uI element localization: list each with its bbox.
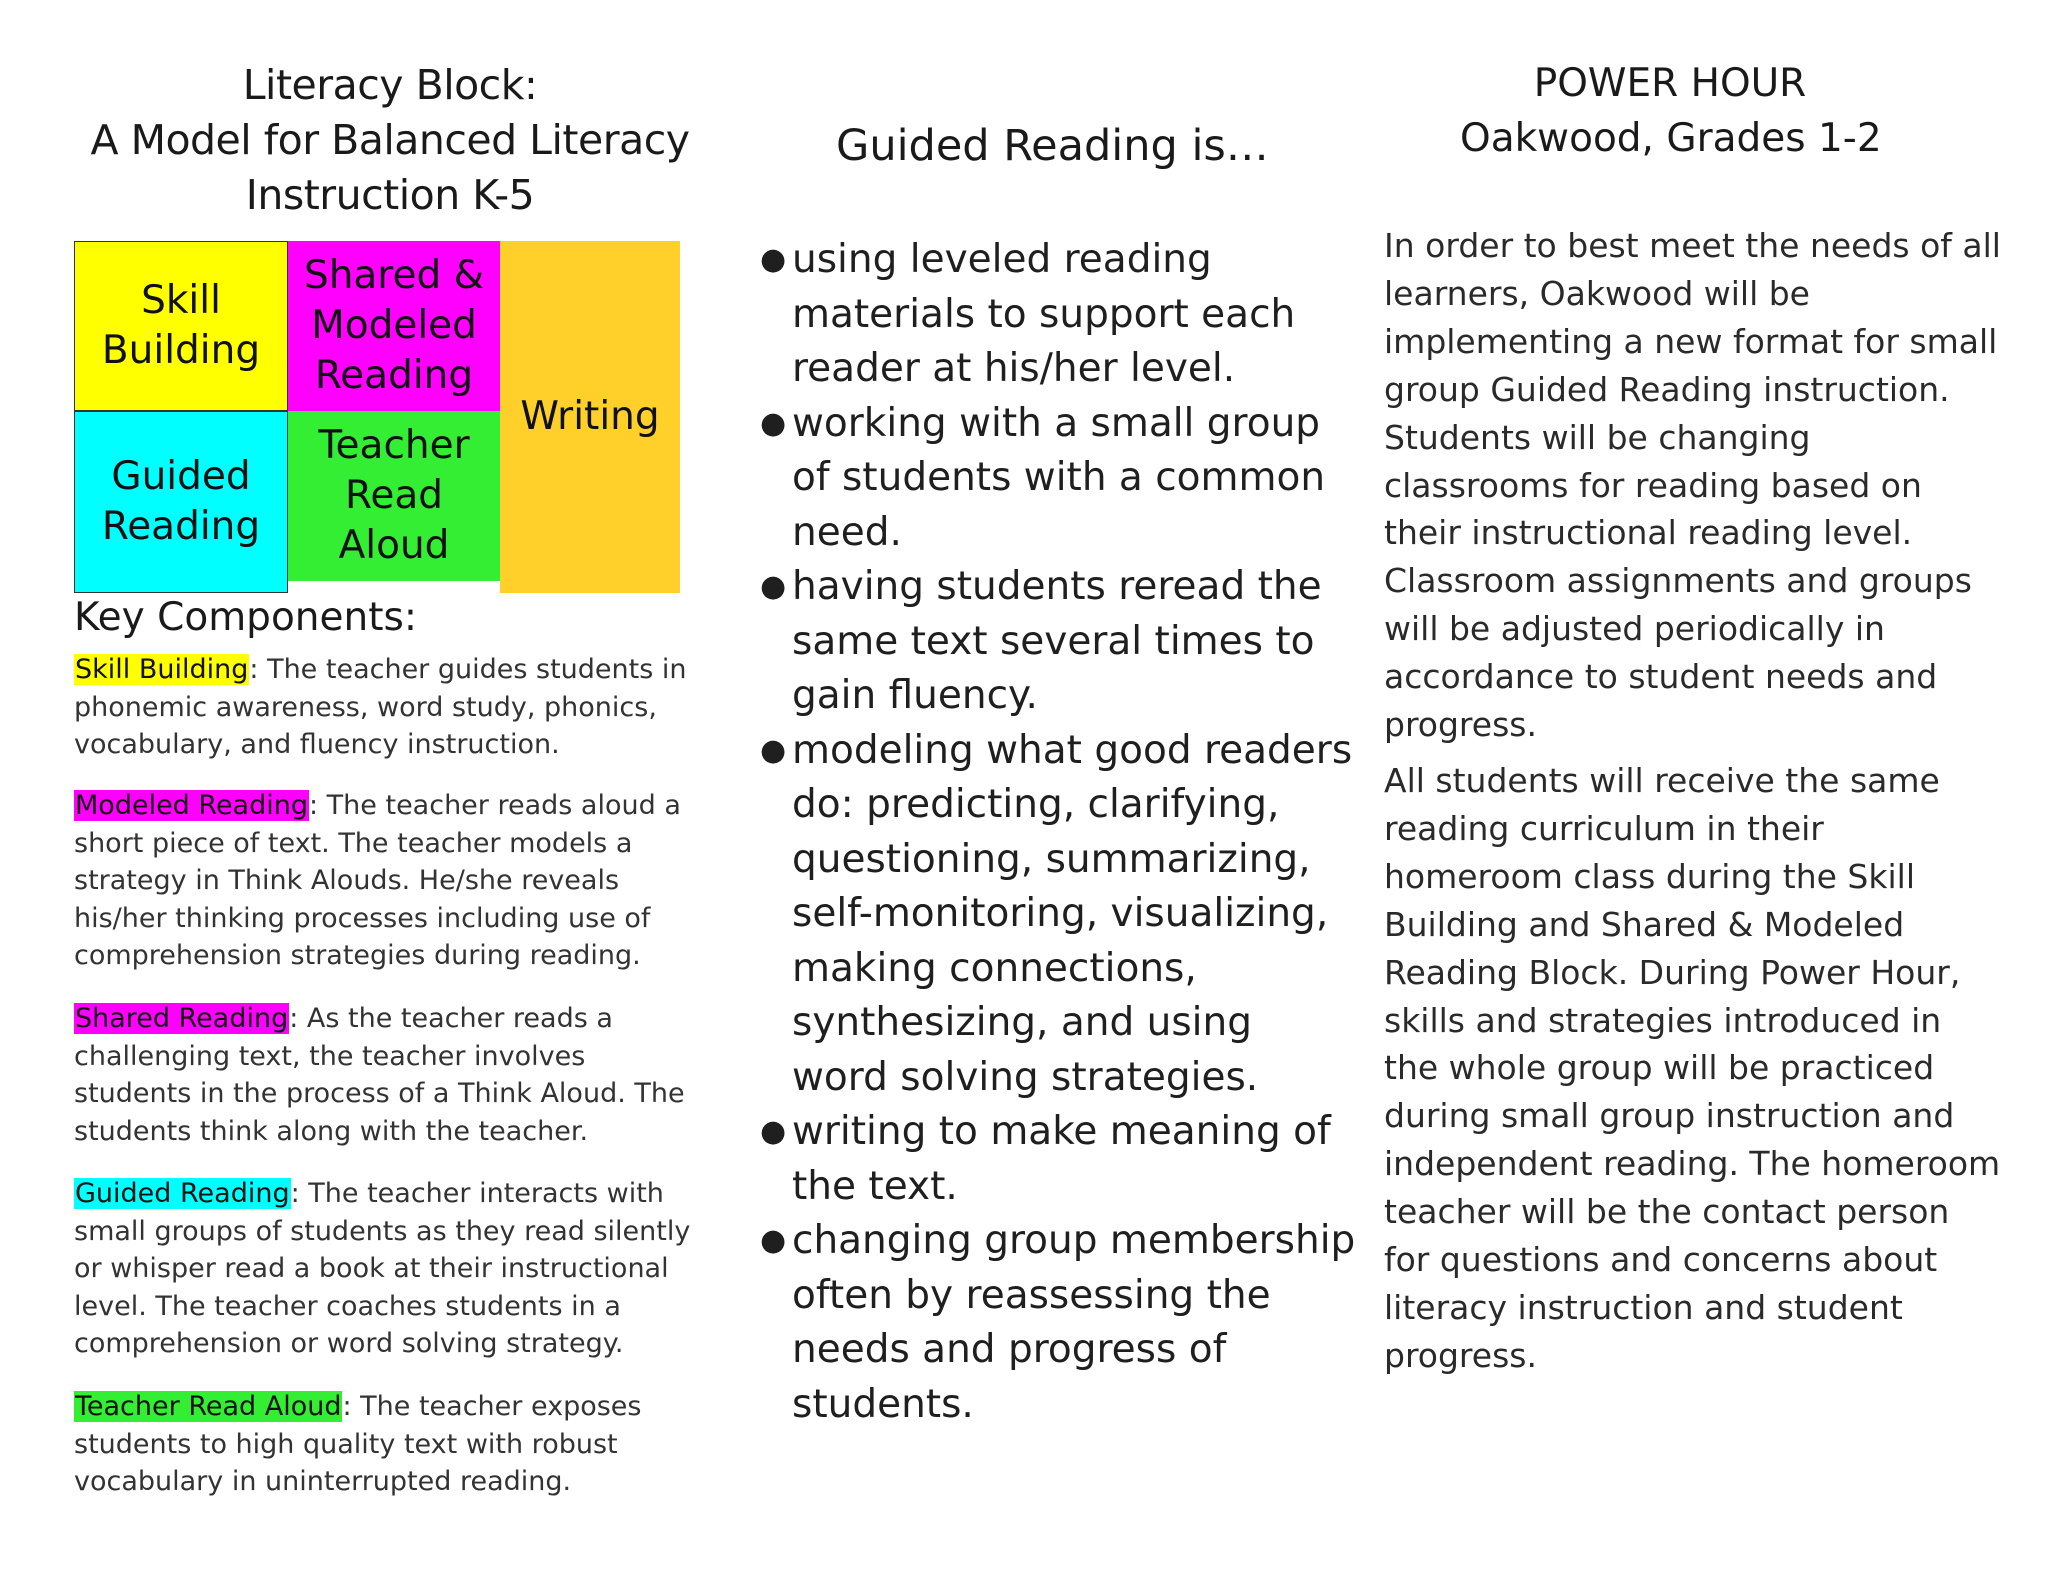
title-line: Instruction K-5 [245,171,535,219]
list-item [760,233,1360,397]
list-item [760,397,1360,561]
list-item-text: working with a small group of students with a common need. [792,400,1326,555]
component-term: Guided Reading [75,1178,290,1209]
bullet-icon: ● [760,242,787,277]
list-item [760,1214,1360,1432]
guided-reading-list [760,233,1360,1432]
component-skill-building [74,651,704,764]
title-line: POWER HOUR [1533,61,1807,106]
list-item [760,724,1360,1106]
component-teacher-read-aloud [74,1388,704,1501]
component-term: Shared Reading [75,1003,289,1034]
list-item-text: writing to make meaning of the text. [792,1109,1331,1209]
power-hour-paragraph: All students will receive the same reading curriculum in their homeroom class during the Skill Building and Shared & Modeled Reading Block. During Power Hour, skills and strategies introduced in the whole group will be practiced during small group instruction and independent reading. The homeroom teacher will be the contact person for questions and concerns about literacy instruction and student progress. [1384,761,2001,1375]
component-description: : The teacher exposes students to high quality text with robust vocabulary in uninterrupted reading. [74,1391,642,1497]
component-description: : The teacher interacts with small groups of students as they read silently or whisper read a book at their instructional level. The teacher coaches students in a comprehension or word solving strategy. [74,1178,691,1359]
component-description: : The teacher guides students in phonemic awareness, word study, phonics, vocabulary, and fluency instruction. [74,654,687,760]
cell-label: Skill [141,278,221,323]
bullet-icon: ● [760,732,787,768]
bullet-icon: ● [760,1114,787,1149]
component-term: Teacher Read Aloud [75,1391,342,1422]
grid-cell-guided-reading [74,411,288,593]
component-description: : The teacher reads aloud a short piece of text. The teacher models a strategy in Think Alouds. He/she reveals his/her thinking processes including use of comprehension strategies during reading. [74,790,681,971]
list-item-text: modeling what good readers do: predicting, clarifying, questioning, summarizing, self-monitoring, visualizing, making connections, synthesizing, and using word solving strategies. [792,727,1353,1100]
cell-label: Teacher [318,423,470,468]
grid-cell-skill-building [74,241,288,411]
title-line: Oakwood, Grades 1-2 [1460,116,1882,161]
cell-label: Reading [314,353,474,398]
bullet-icon: ● [760,1223,787,1258]
cell-label: Reading [101,504,261,549]
cell-label: Shared & [303,253,485,298]
title-line: A Model for Balanced Literacy [90,116,690,164]
literacy-block-title [60,58,720,223]
power-hour-title [1460,56,1880,166]
list-item-text: using leveled reading materials to support each reader at his/her level. [792,237,1296,391]
component-description: : As the teacher reads a challenging text, the teacher involves students in the process of a Think Aloud. The students think along with the teacher. [74,1003,685,1147]
key-components-heading: Key Components: [74,595,417,640]
grid-cell-shared-modeled-reading [288,241,500,411]
literacy-block-grid [74,241,680,593]
component-modeled-reading [74,787,704,975]
cell-label: Writing [520,394,660,439]
cell-label: Read Aloud [338,473,450,568]
list-item-text: having students reread the same text several times to gain fluency. [792,564,1322,718]
component-term: Skill Building [75,654,249,685]
component-shared-reading [74,1000,704,1150]
title-line: Literacy Block: [242,61,538,109]
grid-cell-writing [500,241,680,593]
bullet-icon: ● [760,405,787,441]
list-item-text: changing group membership often by reassessing the needs and progress of students. [792,1218,1356,1427]
cell-label: Guided [111,454,251,499]
cell-label: Modeled [311,303,477,348]
power-hour-paragraph: In order to best meet the needs of all learners, Oakwood will be implementing a new format for small group Guided Reading instruction. Students will be changing classrooms for reading based on their instructional reading level. Classroom assignments and groups will be adjusted periodically in accordance to student needs and progress. [1384,226,2001,745]
list-item [760,560,1360,724]
grid-cell-teacher-read-aloud [288,411,500,581]
component-guided-reading [74,1175,704,1363]
bullet-icon: ● [760,569,787,604]
cell-label: Building [101,328,261,373]
component-term: Modeled Reading [75,790,308,821]
guided-reading-title: Guided Reading is… [836,121,1269,171]
list-item [760,1105,1360,1214]
